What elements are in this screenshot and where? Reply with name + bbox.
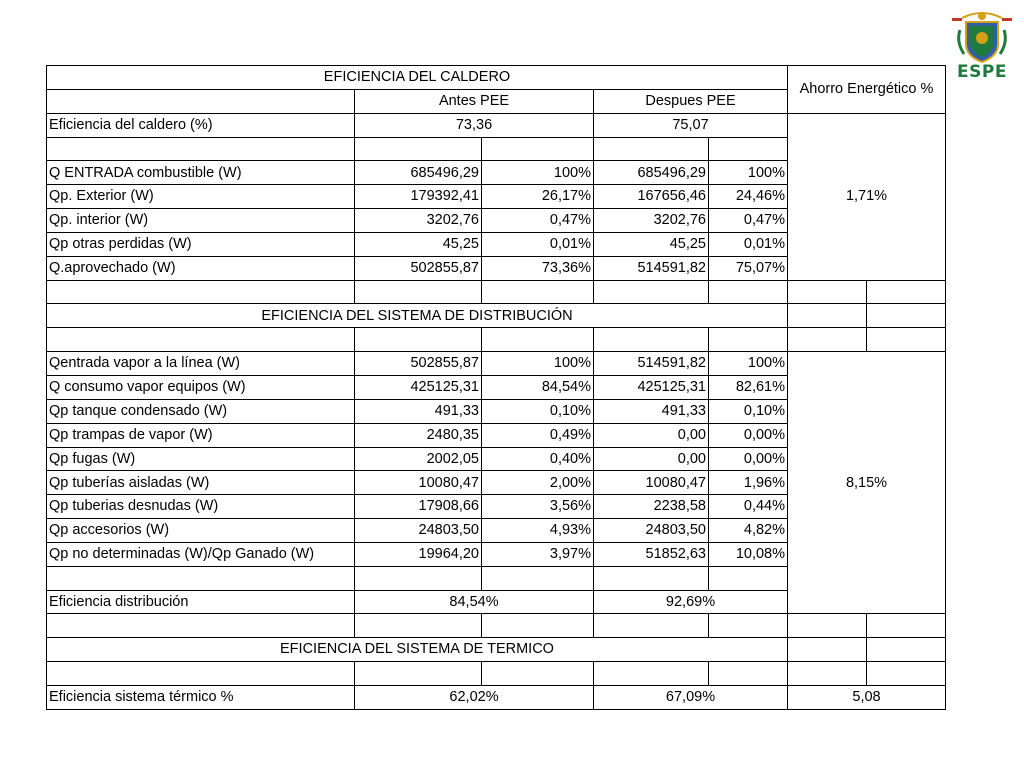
value-despues: 425125,31 (594, 375, 709, 399)
empty-cell (47, 89, 355, 113)
empty-cell (709, 614, 788, 638)
table-row (47, 328, 946, 352)
percent-despues: 0,01% (709, 232, 788, 256)
percent-despues: 4,82% (709, 519, 788, 543)
percent-despues: 0,00% (709, 447, 788, 471)
percent-despues: 0,00% (709, 423, 788, 447)
percent-antes: 100% (482, 161, 594, 185)
empty-cell (594, 566, 709, 590)
table-row (47, 280, 946, 304)
empty-cell (47, 280, 355, 304)
percent-antes: 2,00% (482, 471, 594, 495)
empty-cell (355, 137, 482, 161)
table-row (47, 352, 946, 376)
empty-cell (788, 662, 867, 686)
percent-antes: 100% (482, 352, 594, 376)
empty-cell (482, 566, 594, 590)
table-row (47, 662, 946, 686)
value-despues: 24803,50 (594, 519, 709, 543)
ahorro-value-caldero: 1,71% (788, 113, 946, 280)
empty-cell (867, 328, 946, 352)
section-title-caldero: EFICIENCIA DEL CALDERO (47, 66, 788, 90)
section-title-termico: EFICIENCIA DEL SISTEMA DE TERMICO (47, 638, 788, 662)
row-label: Qp trampas de vapor (W) (47, 423, 355, 447)
table-row (47, 304, 946, 328)
value-despues: 685496,29 (594, 161, 709, 185)
empty-cell (867, 662, 946, 686)
empty-cell (709, 662, 788, 686)
table-row (47, 614, 946, 638)
empty-cell (867, 638, 946, 662)
value-antes: 10080,47 (355, 471, 482, 495)
empty-cell (47, 328, 355, 352)
empty-cell (709, 566, 788, 590)
section-title-distribucion: EFICIENCIA DEL SISTEMA DE DISTRIBUCIÓN (47, 304, 788, 328)
empty-cell (482, 614, 594, 638)
ahorro-header: Ahorro Energético % (788, 66, 946, 114)
row-label: Qp fugas (W) (47, 447, 355, 471)
row-label: Eficiencia del caldero (%) (47, 113, 355, 137)
empty-cell (788, 328, 867, 352)
percent-despues: 82,61% (709, 375, 788, 399)
table-row (47, 66, 946, 90)
table-row (47, 113, 946, 137)
percent-antes: 3,56% (482, 495, 594, 519)
row-label: Qp. interior (W) (47, 209, 355, 233)
percent-despues: 1,96% (709, 471, 788, 495)
empty-cell (47, 614, 355, 638)
percent-despues: 0,47% (709, 209, 788, 233)
value-despues: 3202,76 (594, 209, 709, 233)
value-despues: 67,09% (594, 685, 788, 709)
row-label: Qp accesorios (W) (47, 519, 355, 543)
percent-antes: 0,01% (482, 232, 594, 256)
empty-cell (482, 328, 594, 352)
row-label: Qentrada vapor a la línea (W) (47, 352, 355, 376)
row-label: Q.aprovechado (W) (47, 256, 355, 280)
value-antes: 73,36 (355, 113, 594, 137)
value-antes: 17908,66 (355, 495, 482, 519)
percent-antes: 0,47% (482, 209, 594, 233)
empty-cell (355, 566, 482, 590)
value-antes: 84,54% (355, 590, 594, 614)
row-label: Q ENTRADA combustible (W) (47, 161, 355, 185)
value-antes: 425125,31 (355, 375, 482, 399)
empty-cell (709, 328, 788, 352)
percent-antes: 73,36% (482, 256, 594, 280)
empty-cell (788, 280, 867, 304)
empty-cell (709, 280, 788, 304)
row-label: Qp no determinadas (W)/Qp Ganado (W) (47, 542, 355, 566)
value-antes: 491,33 (355, 399, 482, 423)
empty-cell (867, 280, 946, 304)
empty-cell (47, 566, 355, 590)
percent-despues: 100% (709, 352, 788, 376)
value-despues: 0,00 (594, 423, 709, 447)
empty-cell (482, 137, 594, 161)
empty-cell (47, 137, 355, 161)
value-despues: 92,69% (594, 590, 788, 614)
value-antes: 19964,20 (355, 542, 482, 566)
value-antes: 24803,50 (355, 519, 482, 543)
value-antes: 179392,41 (355, 185, 482, 209)
empty-cell (788, 614, 867, 638)
value-antes: 502855,87 (355, 256, 482, 280)
percent-despues: 75,07% (709, 256, 788, 280)
percent-antes: 3,97% (482, 542, 594, 566)
value-antes: 45,25 (355, 232, 482, 256)
row-label: Qp otras perdidas (W) (47, 232, 355, 256)
value-despues: 45,25 (594, 232, 709, 256)
value-despues: 167656,46 (594, 185, 709, 209)
empty-cell (867, 614, 946, 638)
empty-cell (788, 304, 867, 328)
value-antes: 3202,76 (355, 209, 482, 233)
value-antes: 502855,87 (355, 352, 482, 376)
percent-antes: 0,10% (482, 399, 594, 423)
percent-antes: 4,93% (482, 519, 594, 543)
percent-antes: 26,17% (482, 185, 594, 209)
percent-antes: 0,49% (482, 423, 594, 447)
empty-cell (594, 280, 709, 304)
empty-cell (709, 137, 788, 161)
empty-cell (355, 662, 482, 686)
ahorro-value-termico: 5,08 (788, 685, 946, 709)
value-antes: 62,02% (355, 685, 594, 709)
value-despues: 0,00 (594, 447, 709, 471)
efficiency-table (46, 65, 946, 710)
row-label: Qp tanque condensado (W) (47, 399, 355, 423)
percent-despues: 0,44% (709, 495, 788, 519)
percent-despues: 10,08% (709, 542, 788, 566)
empty-cell (47, 662, 355, 686)
row-label: Eficiencia distribución (47, 590, 355, 614)
header-despues: Despues PEE (594, 89, 788, 113)
empty-cell (867, 304, 946, 328)
value-despues: 491,33 (594, 399, 709, 423)
percent-antes: 0,40% (482, 447, 594, 471)
row-label: Qp. Exterior (W) (47, 185, 355, 209)
percent-antes: 84,54% (482, 375, 594, 399)
percent-despues: 0,10% (709, 399, 788, 423)
empty-cell (594, 614, 709, 638)
value-despues: 51852,63 (594, 542, 709, 566)
value-despues: 514591,82 (594, 352, 709, 376)
value-despues: 10080,47 (594, 471, 709, 495)
value-despues: 2238,58 (594, 495, 709, 519)
logo-wordmark: ESPE (957, 62, 1007, 82)
value-antes: 685496,29 (355, 161, 482, 185)
value-despues: 75,07 (594, 113, 788, 137)
empty-cell (594, 328, 709, 352)
empty-cell (594, 662, 709, 686)
value-antes: 2480,35 (355, 423, 482, 447)
empty-cell (788, 638, 867, 662)
empty-cell (482, 280, 594, 304)
empty-cell (482, 662, 594, 686)
empty-cell (355, 280, 482, 304)
percent-despues: 24,46% (709, 185, 788, 209)
row-label: Eficiencia sistema térmico % (47, 685, 355, 709)
empty-cell (594, 137, 709, 161)
row-label: Q consumo vapor equipos (W) (47, 375, 355, 399)
header-antes: Antes PEE (355, 89, 594, 113)
empty-cell (355, 614, 482, 638)
row-label: Qp tuberias desnudas (W) (47, 495, 355, 519)
value-antes: 2002,05 (355, 447, 482, 471)
table-row (47, 638, 946, 662)
value-despues: 514591,82 (594, 256, 709, 280)
row-label: Qp tuberías aisladas (W) (47, 471, 355, 495)
empty-cell (355, 328, 482, 352)
percent-despues: 100% (709, 161, 788, 185)
ahorro-value-distribucion: 8,15% (788, 352, 946, 614)
table-row (47, 685, 946, 709)
